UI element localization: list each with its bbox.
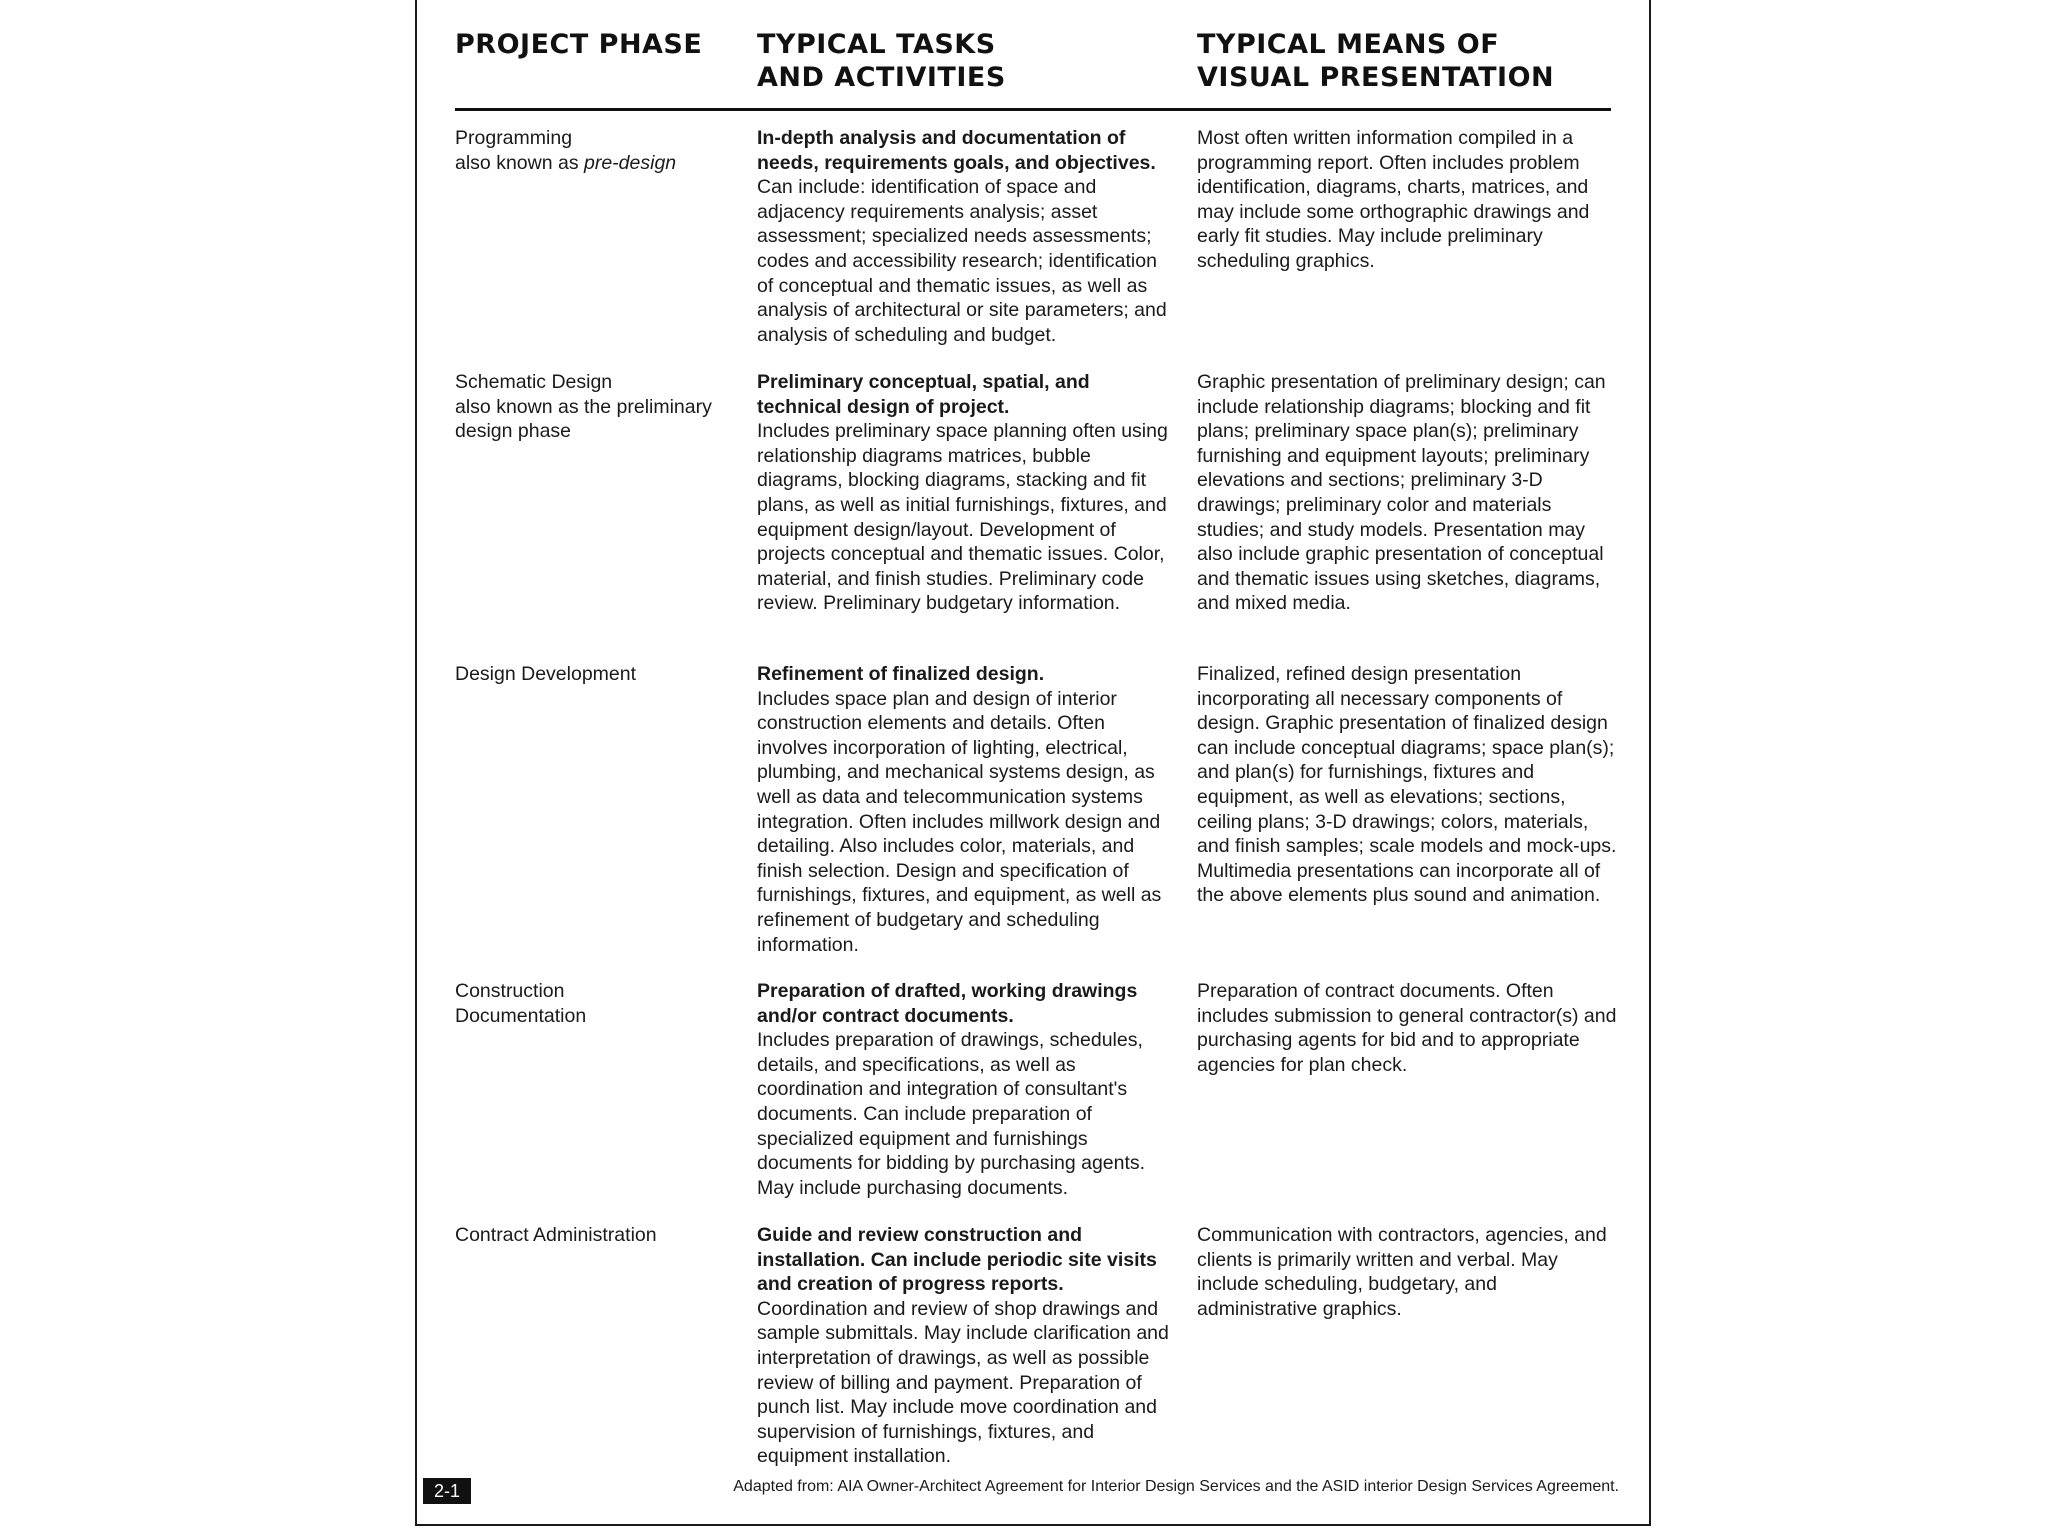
task-body: Includes preparation of drawings, schedules, details, and specifications, as well as coordination and integration of consultant's documents. Can include preparation of specialized equipment and furnishings documents for bidding by purchasing agents. May include purchasing documents. bbox=[757, 1029, 1146, 1199]
phase-alias bbox=[455, 151, 735, 176]
phase-alias-prefix: also known as bbox=[455, 151, 584, 174]
phase-alias: also known as the preliminary design phase bbox=[455, 395, 712, 443]
phase-cell bbox=[455, 126, 735, 175]
task-lead: Guide and review construction and installation. Can include periodic site visits and creation of progress reports. bbox=[757, 1224, 1157, 1296]
task-body: Includes preliminary space planning often using relationship diagrams matrices, bubble diagrams, blocking diagrams, stacking and fit plans, as well as initial furnishings, fixtures, and equipment design/layout. Development of projects conceptual and thematic issues. Color, material, and finish studies. Preliminary code review. Preliminary budgetary information. bbox=[757, 420, 1168, 615]
phase-cell bbox=[455, 662, 735, 687]
means-cell: Preparation of contract documents. Often includes submission to general contractor(s) and purchasing agents for bid and to appropriate agencies for plan check. bbox=[1197, 980, 1617, 1076]
means-cell: Graphic presentation of preliminary design; can include relationship diagrams; blocking and fit plans; preliminary space plan(s); preliminary furnishing and equipment layouts; preliminary elevations and sections; preliminary 3-D drawings; preliminary color and materials studies; and study models. Presentation may also include graphic presentation of conceptual and thematic issues using sketches, diagrams, and mixed media. bbox=[1197, 371, 1606, 615]
task-body: Coordination and review of shop drawings and sample submittals. May include clarification and interpretation of drawings, as well as possible review of billing and payment. Preparation of punch list. May include move coordination and supervision of furnishings, fixtures, and equipment installation. bbox=[757, 1297, 1169, 1468]
table-header bbox=[455, 28, 1611, 111]
tasks-cell bbox=[757, 979, 1177, 1200]
phase-name: Programming bbox=[455, 127, 573, 149]
header-typical-tasks: TYPICAL TASKS AND ACTIVITIES bbox=[757, 29, 1006, 93]
task-body: Includes space plan and design of interior construction elements and details. Often involves incorporation of lighting, electrical, plumbing, and mechanical systems design, as well as data and telecommunication systems integration. Often includes millwork design and detailing. Also includes color, materials, and finish selection. Design and specification of furnishings, fixtures, and equipment, as well as refinement of budgetary and scheduling information. bbox=[757, 687, 1162, 956]
means-cell: Communication with contractors, agencies, and clients is primarily written and verbal. May include scheduling, budgetary, and administrative graphics. bbox=[1197, 1224, 1607, 1320]
tasks-cell bbox=[757, 1223, 1177, 1469]
phase-cell bbox=[455, 370, 735, 444]
tasks-cell bbox=[757, 662, 1177, 957]
phase-alias-italic: pre-design bbox=[584, 151, 677, 174]
phase-name: Contract Administration bbox=[455, 1224, 657, 1246]
page-number-badge: 2-1 bbox=[423, 1478, 471, 1504]
tasks-cell bbox=[757, 370, 1177, 616]
phase-name: Design Development bbox=[455, 663, 637, 685]
means-cell: Most often written information compiled in a programming report. Often includes problem identification, diagrams, charts, matrices, and may include some orthographic drawings and early fit studies. May include preliminary scheduling graphics. bbox=[1197, 127, 1590, 272]
phase-cell bbox=[455, 1223, 735, 1248]
source-note: Adapted from: AIA Owner-Architect Agreement for Interior Design Services and the ASID interior Design Services Agreement. bbox=[733, 1478, 1619, 1495]
task-lead: Preliminary conceptual, spatial, and technical design of project. bbox=[757, 371, 1090, 418]
header-typical-means: TYPICAL MEANS OF VISUAL PRESENTATION bbox=[1197, 29, 1555, 93]
document-page bbox=[415, 0, 1651, 1526]
task-body: Can include: identification of space and adjacency requirements analysis; asset assessment; specialized needs assessments; codes and accessibility research; identification of conceptual and thematic issues, as well as analysis of architectural or site parameters; and analysis of scheduling and budget. bbox=[757, 176, 1167, 346]
header-project-phase: PROJECT PHASE bbox=[455, 29, 703, 60]
task-lead: In-depth analysis and documentation of needs, requirements goals, and objectives. bbox=[757, 127, 1156, 174]
phase-cell bbox=[455, 979, 735, 1028]
tasks-cell bbox=[757, 126, 1177, 347]
task-lead: Refinement of finalized design. bbox=[757, 663, 1045, 685]
task-lead: Preparation of drafted, working drawings and/or contract documents. bbox=[757, 980, 1138, 1027]
phase-name: Construction Documentation bbox=[455, 980, 587, 1027]
phase-name: Schematic Design bbox=[455, 371, 613, 393]
means-cell: Finalized, refined design presentation incorporating all necessary components of design. Graphic presentation of finalized design can include conceptual diagrams; space plan(s); and plan(s) for furnishings, fixtures and equipment, as well as elevations; sections, ceiling plans; 3-D drawings; colors, materials, and finish samples; scale models and mock-ups. Multimedia presentations can incorporate all of the above elements plus sound and animation. bbox=[1197, 663, 1617, 907]
